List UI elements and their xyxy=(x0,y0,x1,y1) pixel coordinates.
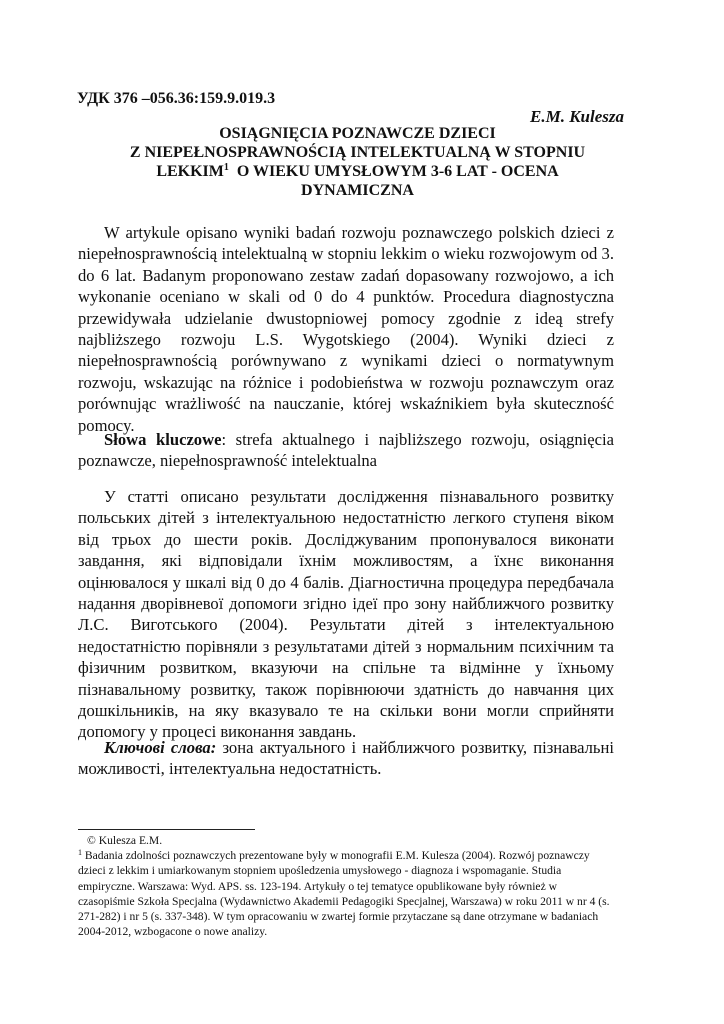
keywords-ukrainian xyxy=(78,737,614,780)
abstract-polish-text: W artykule opisano wyniki badań rozwoju poznawczego polskich dzieci z niepełnosprawnością intelektualną w stopniu lekkim o wieku rozwojowym od 3. do 6 lat. Badanym proponowano zestaw zadań dopasowany rozwojowo, a ich wykonanie oceniano w skali od 0 do 4 punktów. Procedura diagnostyczna przewidywała udzielanie dwustopniowej pomocy zgodnie z ideą strefy najbliższego rozwoju L.S. Wygotskiego (2004). Wyniki dzieci z niepełnosprawnością porównywano z wynikami dzieci o normatywnym rozwoju, wskazując na różnice i podobieństwa w rozwoju poznawczym oraz porównując wrażliwość na nauczanie, której wskaźnikiem była skuteczność pomocy. xyxy=(78,223,614,435)
footnote-1-text: Badania zdolności poznawczych prezentowane były w monografii E.M. Kulesza (2004). Rozwój poznawczy dzieci z lekkim i umiarkowanym stopniem upośledzenia umysłowego - diagnoza i wspomaganie. Studia empiryczne. Warszawa: Wyd. APS. ss. 123-194. Artykuły o tej tematyce opublikowane były również w czasopiśmie Szkoła Specjalna (Wydawnictwo Akademii Pedagogiki Specjalnej, Warszawa) w roku 2011 w nr 4 (s. 271-282) i nr 5 (s. 337-348). W tym opracowaniu w zwartej formie przytaczane są dane otrzymane w badaniach 2004-2012, wzbogacone o nowe analizy. xyxy=(78,849,610,939)
keywords-polish-label: Słowa kluczowe xyxy=(104,430,222,449)
keywords-polish-text: : strefa aktualnego i najbliższego rozwoju, osiągnięcia poznawcze, niepełnosprawność intelektualna xyxy=(78,430,614,471)
title-line-3-end: O WIEKU UMYSŁOWYM 3-6 LAT - OCENA xyxy=(228,163,559,180)
udc-code: УДК 376 –056.36:159.9.019.3 xyxy=(77,90,276,107)
footnotes xyxy=(78,833,614,939)
footnote-1 xyxy=(78,848,614,939)
title-line-3-start: LEKKIM xyxy=(156,163,224,180)
title-line-1: OSIĄGNIĘCIA POZNAWCZE DZIECI xyxy=(219,125,496,142)
keywords-polish xyxy=(78,429,614,472)
abstract-ukrainian-text: У статті описано результати дослідження пізнавального розвитку польських дітей з інтелектуальною недостатністю легкого ступеня віком від трьох до шести років. Досліджуваним пропонувалося виконати завдання, які відповідали їхнім можливостям, а їхнє виконання оцінювалося у шкалі від 0 до 4 балів. Діагностична процедура передбачала надання дворівневої допомоги згідно ідеї про зону найближчого розвитку Л.С. Виготського (2004). Результати дітей з інтелектуальною недостатністю порівняли з результатами дітей з нормальним психічним та фізичним розвитком, вказуючи на спільне та відмінне у їхньому пізнавальному розвитку, також порівнюючи здатність до навчання цих дошкільників, на яку вказувало те на скільки вони могли сприйняти допомогу у процесі виконання завдань. xyxy=(78,487,614,742)
article-title xyxy=(100,124,615,200)
keywords-ukrainian-label: Ключові слова: xyxy=(104,738,217,757)
abstract-ukrainian xyxy=(78,486,614,743)
author-name: E.M. Kulesza xyxy=(530,107,624,126)
footnote-ref-1: 1 xyxy=(223,162,229,173)
copyright-note: © Kulesza E.M. xyxy=(87,834,163,847)
title-line-4: DYNAMICZNA xyxy=(301,182,414,199)
abstract-polish xyxy=(78,222,614,436)
keywords-ukrainian-text: зона актуального і найближчого розвитку, пізнавальні можливості, інтелектуальна недостатність. xyxy=(78,738,614,779)
title-line-3 xyxy=(100,162,615,181)
footnote-1-marker: 1 xyxy=(78,848,82,858)
title-line-2: Z NIEPEŁNOSPRAWNOŚCIĄ INTELEKTUALNĄ W STOPNIU xyxy=(129,144,586,161)
footnote-divider xyxy=(78,829,255,830)
